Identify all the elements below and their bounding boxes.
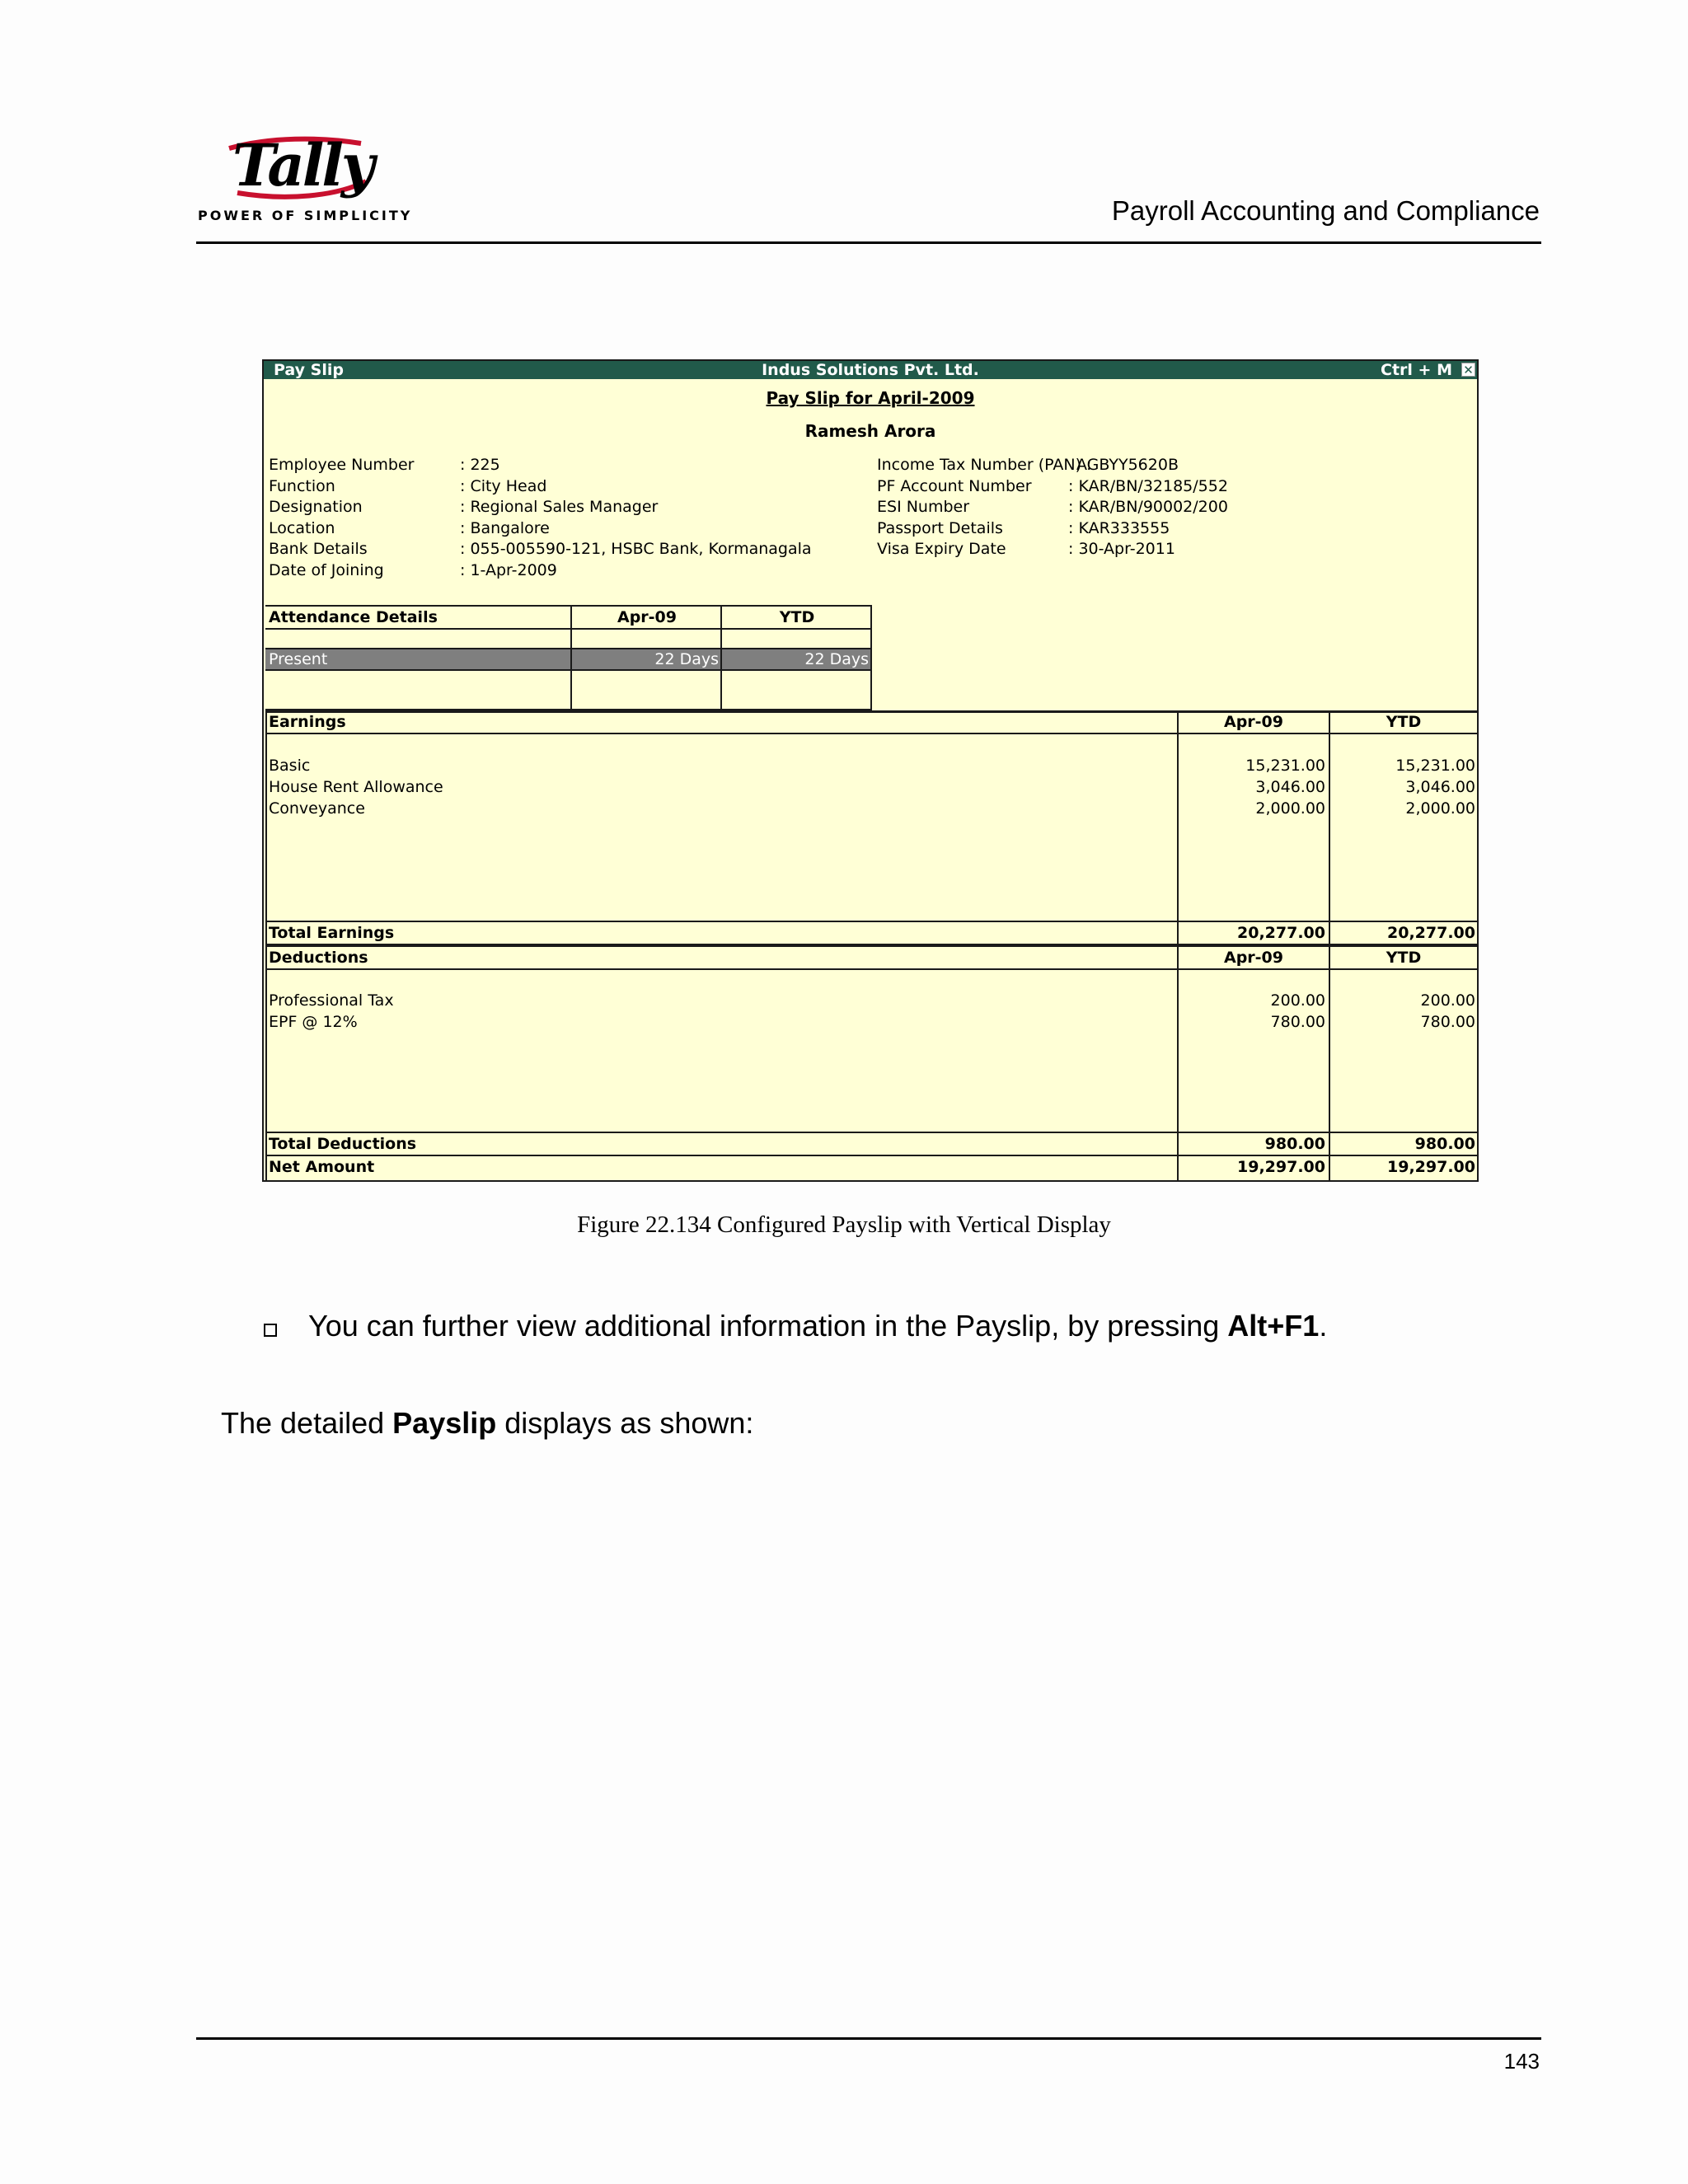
- detail-row: Location : Bangalore: [269, 518, 550, 537]
- divider: [265, 1132, 1477, 1133]
- detail-row: PF Account Number : KAR/BN/32185/552: [877, 476, 1228, 495]
- deductions-col-ytd: YTD: [1386, 949, 1422, 967]
- attendance-header-row: [265, 607, 870, 630]
- earning-month: 15,231.00: [1245, 757, 1325, 775]
- net-amount-ytd: 19,297.00: [1387, 1158, 1475, 1176]
- deduction-name: EPF @ 12%: [269, 1013, 358, 1031]
- square-bullet-icon: [264, 1324, 277, 1337]
- window-title: Pay Slip: [274, 361, 344, 379]
- earning-ytd: 2,000.00: [1405, 799, 1475, 818]
- divider: [265, 1155, 1477, 1156]
- earning-name: House Rent Allowance: [269, 778, 443, 796]
- earning-month: 2,000.00: [1255, 799, 1325, 818]
- payslip-title: Pay Slip for April-2009: [766, 388, 975, 408]
- deduction-month: 780.00: [1270, 1013, 1325, 1031]
- net-amount-month: 19,297.00: [1237, 1158, 1325, 1176]
- employee-details-left: [269, 455, 812, 582]
- earning-name: Conveyance: [269, 799, 365, 818]
- deduction-ytd: 200.00: [1420, 991, 1475, 1010]
- figure-caption: Figure 22.134 Configured Payslip with Vertical Display: [577, 1212, 1111, 1238]
- earnings-header: Earnings: [269, 713, 346, 731]
- earning-month: 3,046.00: [1255, 778, 1325, 796]
- detail-row: Bank Details : 055-005590-121, HSBC Bank, Kormanagala: [269, 540, 812, 559]
- earnings-deductions-table: [265, 710, 1477, 1180]
- earning-ytd: 3,046.00: [1405, 778, 1475, 796]
- divider: [265, 944, 1477, 947]
- bullet-text: You can further view additional information in the Payslip, by pressing Alt+F1.: [308, 1309, 1328, 1343]
- detail-row: ESI Number : KAR/BN/90002/200: [877, 498, 1228, 517]
- divider: [265, 921, 1477, 922]
- section-title: Payroll Accounting and Compliance: [1111, 195, 1540, 226]
- divider: [265, 968, 1477, 970]
- detail-row: Designation : Regional Sales Manager: [269, 498, 659, 517]
- earnings-col-month: Apr-09: [1223, 713, 1283, 731]
- shortcut-key: Alt+F1: [1227, 1309, 1320, 1343]
- deductions-header: Deductions: [269, 949, 368, 967]
- deductions-col-month: Apr-09: [1223, 949, 1283, 967]
- attendance-col-month: Apr-09: [617, 608, 677, 626]
- detail-row: Passport Details : KAR333555: [877, 518, 1170, 537]
- close-icon[interactable]: ✕: [1461, 363, 1475, 377]
- detail-row: Employee Number : 225: [269, 456, 500, 474]
- company-name: Indus Solutions Pvt. Ltd.: [762, 361, 979, 379]
- net-amount-label: Net Amount: [269, 1158, 375, 1176]
- total-deductions-ytd: 980.00: [1414, 1135, 1475, 1153]
- total-earnings-ytd: 20,277.00: [1387, 924, 1475, 942]
- earning-name: Basic: [269, 757, 311, 775]
- header-rule: [196, 241, 1541, 244]
- detail-row: Function : City Head: [269, 476, 547, 495]
- earnings-col-ytd: YTD: [1386, 713, 1422, 731]
- earning-ytd: 15,231.00: [1395, 757, 1475, 775]
- tally-logo: [196, 131, 413, 224]
- body-paragraph: The detailed Payslip displays as shown:: [221, 1406, 754, 1440]
- divider: [265, 733, 1477, 734]
- attendance-header: Attendance Details: [269, 608, 438, 626]
- footer-rule: [196, 2037, 1541, 2040]
- payslip-term: Payslip: [392, 1406, 497, 1440]
- logo-tagline: POWER OF SIMPLICITY: [198, 208, 413, 223]
- attendance-table: [265, 605, 872, 710]
- deduction-ytd: 780.00: [1420, 1013, 1475, 1031]
- total-earnings-month: 20,277.00: [1237, 924, 1325, 942]
- total-deductions-label: Total Deductions: [269, 1135, 417, 1153]
- logo-wordmark: Tally: [232, 131, 373, 199]
- detail-row: Income Tax Number (PAN) :AGBYY5620B: [877, 456, 1179, 474]
- attendance-col-ytd: YTD: [779, 608, 815, 626]
- deduction-month: 200.00: [1270, 991, 1325, 1010]
- detail-row: Date of Joining : 1-Apr-2009: [269, 560, 557, 579]
- attendance-row-present[interactable]: Present 22 Days 22 Days: [265, 649, 870, 669]
- detail-row: Visa Expiry Date : 30-Apr-2011: [877, 540, 1175, 559]
- shortcut-hint: Ctrl + M: [1381, 361, 1452, 379]
- divider: [265, 669, 870, 671]
- divider: [570, 607, 572, 709]
- total-earnings-label: Total Earnings: [269, 924, 395, 942]
- deduction-name: Professional Tax: [269, 991, 394, 1010]
- employee-name: Ramesh Arora: [804, 421, 936, 441]
- window-titlebar: [264, 361, 1477, 379]
- page-number: 143: [1503, 2049, 1540, 2074]
- divider: [720, 607, 722, 709]
- total-deductions-month: 980.00: [1264, 1135, 1325, 1153]
- employee-details-right: [877, 455, 1228, 560]
- payslip-screenshot: [262, 359, 1479, 1182]
